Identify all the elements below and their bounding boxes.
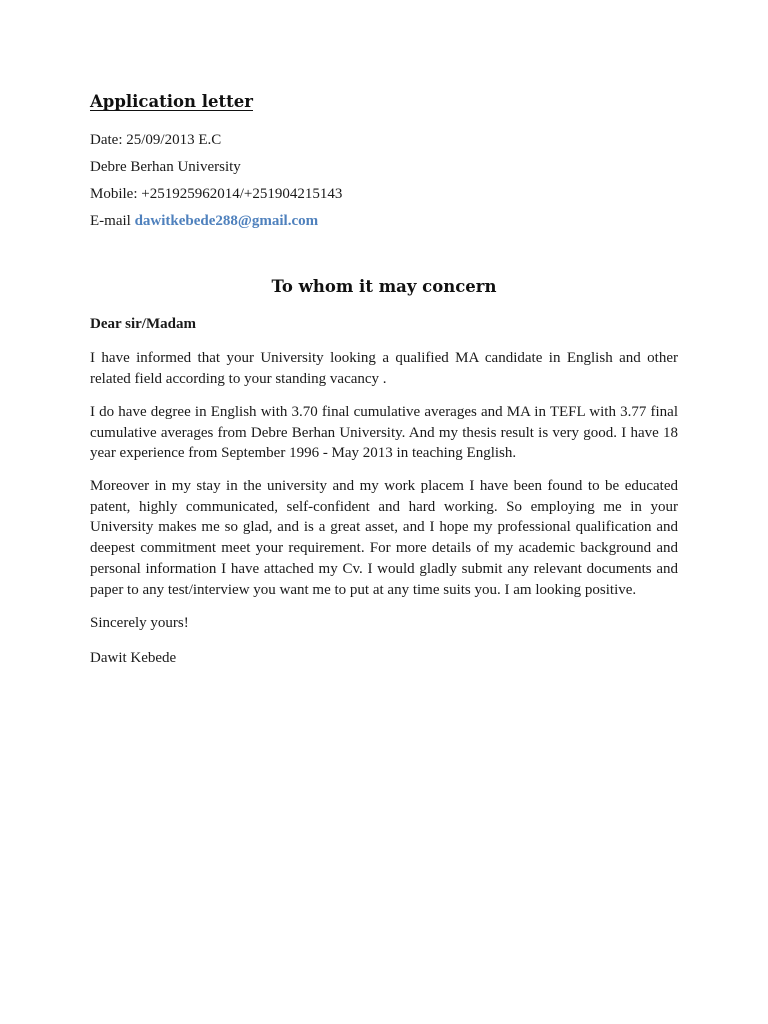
email-line (90, 211, 318, 231)
letter-title: Application letter (90, 92, 253, 111)
date-line: Date: 25/09/2013 E.C (90, 132, 222, 148)
email-link[interactable]: dawitkebede288@gmail.com (134, 213, 319, 229)
mobile-line: Mobile: +251925962014/+251904215143 (90, 186, 343, 202)
paragraph-vacancy: I have informed that your University looking a qualified MA candidate in English and other related field according to your standing vacancy . (90, 350, 678, 387)
institution-line: Debre Berhan University (90, 159, 241, 175)
paragraph-closing-statement: Moreover in my stay in the university and my work placem I have been found to be educated patent, highly communicated, self-confident and hard working. So employing me in your University makes me so glad, and is a great asset, and I hope my professional qualification and deepest commitment meet your requirement. For more details of my academic background and personal information I have attached my Cv. I would gladly submit any relevant documents and paper to any test/interview you want me to put at any time suits you. I am looking positive. (90, 478, 678, 598)
closing-line: Sincerely yours! (90, 615, 189, 631)
email-label: E-mail (90, 213, 135, 229)
salutation: Dear sir/Madam (90, 316, 196, 332)
signature-name: Dawit Kebede (90, 650, 177, 666)
paragraph-qualifications: I do have degree in English with 3.70 final cumulative averages and MA in TEFL with 3.77 final cumulative averages from Debre Berhan University. And my thesis result is very good. I have 18 year experience from September 1996 - May 2013 in teaching English. (90, 404, 678, 462)
letter-heading: To whom it may concern (271, 277, 497, 296)
